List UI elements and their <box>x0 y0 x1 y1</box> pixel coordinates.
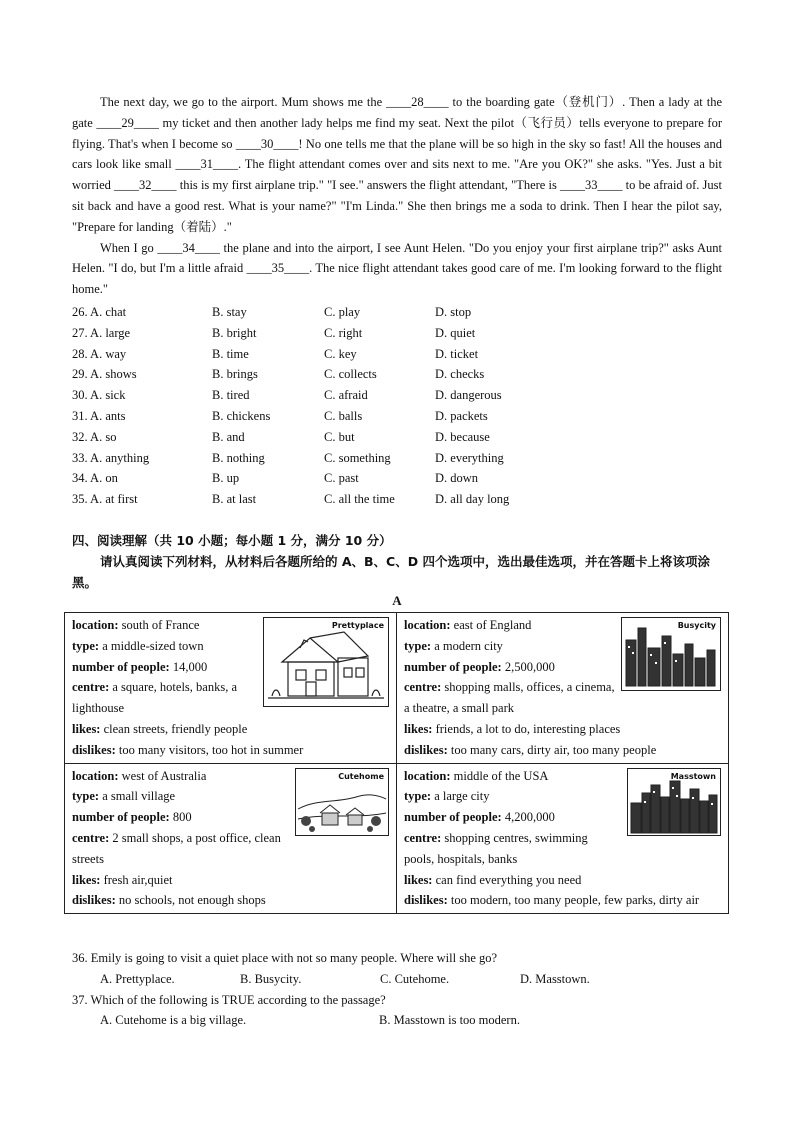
q36-option-d: D. Masstown. <box>520 971 590 986</box>
question-36-options <box>72 969 732 990</box>
blank-28: ____28____ <box>386 95 449 109</box>
passage-paragraph-2: When I go ____34____ the plane and into the airport, I see Aunt Helen. "Do you enjoy your first airplane trip?" asks Aunt Helen. "I do, but I'm a little afraid ____35____. The nice flight attendant takes good care of me. I'm looking forward to the flight home." <box>72 240 722 297</box>
question-37: 37. Which of the following is TRUE according to the passage? <box>72 992 386 1007</box>
section-heading: 四、阅读理解（共 10 小题；每小题 1 分，满分 10 分） <box>72 533 392 548</box>
town-card-prettyplace: Prettyplace location: south of France type: a middle-sized town number of people: 14,000 centre: a square, hotels, banks, a lighthouse likes: clean streets, friendly people dislikes: too many visitors, too hot in summer <box>65 613 397 764</box>
busycity-picture <box>621 617 721 691</box>
questions <box>72 948 732 1031</box>
masstown-picture <box>627 768 721 836</box>
town-card-busycity: Busycity location: east of England type: a modern city number of people: 2,500,000 centre: shopping malls, offices, a cinema, a theatre, a small park likes: friends, a lot to do, interesting places dislikes: too many cars, dirty air, too many people <box>397 613 729 764</box>
blank-35: ____35____ <box>246 261 310 276</box>
blank-33: ____33____ <box>560 178 623 193</box>
blank-30: ____30____ <box>235 136 299 151</box>
cutehome-picture <box>295 768 389 836</box>
blank-34: ____34____ <box>157 240 220 255</box>
section-instruction: 请认真阅读下列材料，从材料后各题所给的 A、B、C、D 四个选项中，选出最佳选项，并在答题卡上将该项涂黑。 <box>72 554 710 590</box>
passage-label: A <box>392 593 402 608</box>
blank-32: ____32____ <box>114 178 177 193</box>
q37-option-a: A. Cutehome is a big village. <box>100 1013 247 1028</box>
blank-29: ____29____ <box>96 115 159 130</box>
town-card-masstown: Masstown location: middle of the USA type: a large city number of people: 4,200,000 centre: shopping centres, swimming pools, hospitals, banks likes: can find everything you need dislikes: too modern, too many people, few parks, dirty air <box>397 763 729 914</box>
prettyplace-picture <box>263 617 389 707</box>
question-37-options <box>72 1010 732 1031</box>
table-row <box>65 613 729 764</box>
house-icon <box>264 618 388 706</box>
exam-page: The next day, we go to the airport. Mum shows me the ____28____ to the boarding gate（登机门）. Then a lady at the gate ____29____ my ticket and then another lady helps me find my seat. Next the pilot（飞行员）tells everyone to prepare for flying. That's when I become so ____30____! No one tells me that the plane will be so high in the sky so fast! All the houses and cars look like small ____31____. The flight attendant comes over and sits next to me. "Are you OK?" she asks. "Yes. Just a bit worried ____32____ this is my first airplane trip." "I see." answers the flight attendant, "There is ____33____ to be afraid of. Just sit back and have a good rest. What is your name?" "I'm Linda." She then brings me a soda to drink. Then I hear the pilot say, "Prepare for landing（着陆）." When I go ____34____ the plane and into the airport, I see Aunt Helen. "Do you enjoy your first airplane trip?" asks Aunt Helen. "I do, but I'm a little afraid ____35____. The nice flight attendant takes good care of me. I'm looking forward to the flight home." 26. A. chat B. stay C. play D. stop 27. A. large B. bright C. right D. quiet 28. A. way B. time C. key D. ticket 29. A. shows B. brings C. collects D. checks 30. A. sick B. tired C. afraid D. dangerous 31. A. ants B. chickens C. balls D. packets 32. A. so B. and C. but D. because 33. A. anything B. nothing C. something D. everything 34. A. on B. up C. past D. down 35. A. at first B. at last C. all the time D. all day long 四、阅读理解（共 10 小题；每小题 1 分，满分 10 分） 请认真阅读下列材料，从材料后各题所给的 A、B、C、D 四个选项中，选出最佳选项，并在答题卡上将该项涂黑。 A Prettyplace location: south of France type: a middle-sized town number of people: 14,000 centre: a square, hotels, banks, a lighthouse likes: clean streets, friendly people dislikes: too many visitors, too hot in summer Busycity location: east of England type: a modern city number of people: 2,500,000 centre: shopping malls, offices, a cinema, a theatre, a small park likes: friends, a lot to do, interesting places dislikes: too many cars, dirty air, too many people Cutehome location: west of Australia type: a small village number of people: 800 centre: 2 small shops, a post office, clean streets likes: fresh air,quiet dislikes: no schools, not enough shops Masstown location: middle of the USA type: a large city number of people: 4,200,000 centre: shopping centres, swimming pools, hospitals, banks likes: can find everything you need dislikes: too modern, too many people, few parks, dirty air 36. Emily is going to visit a quiet place with not so many people. Where will she go? A. Prettyplace. B. Busycity. C. Cutehome. D. Masstown. 37. Which of the following is TRUE according to the passage? A. Cutehome is a big village. B. Masstown is too modern. <box>0 0 794 1123</box>
cloze-passage <box>72 92 722 300</box>
q37-option-b: B. Masstown is too modern. <box>379 1013 520 1028</box>
blank-31: ____31____ <box>175 157 239 172</box>
prettyplace-caption: Prettyplace <box>331 621 384 630</box>
q36-option-b: B. Busycity. <box>240 971 302 986</box>
q36-option-a: A. Prettyplace. <box>100 971 175 986</box>
q36-option-c: C. Cutehome. <box>380 971 450 986</box>
cutehome-caption: Cutehome <box>338 771 384 781</box>
towns-table <box>64 612 729 914</box>
question-36: 36. Emily is going to visit a quiet place with not so many people. Where will she go? <box>72 951 498 965</box>
passage-paragraph-1: The next day, we go to the airport. Mum shows me the ____28____ to the boarding gate（登机门）. Then a lady at the gate ____29____ my ticket and then another lady helps me find my seat. Next the pilot（飞行员）tells everyone to prepare for flying. That's when I become so ____30____! No one tells me that the plane will be so high in the sky so fast! All the houses and cars look like small ____31____. The flight attendant comes over and sits next to me. "Are you OK?" she asks. "Yes. Just a bit worried ____32____ this is my first airplane trip." "I see." answers the flight attendant, "There is ____33____ to be afraid of. Just sit back and have a good rest. What is your name?" "I'm Linda." She then brings me a soda to drink. Then I hear the pilot say, "Prepare for landing（着陆）." <box>72 95 723 234</box>
town-card-cutehome: Cutehome location: west of Australia type: a small village number of people: 800 centre: 2 small shops, a post office, clean streets likes: fresh air,quiet dislikes: no schools, not enough shops <box>65 763 397 914</box>
masstown-caption: Masstown <box>670 771 716 781</box>
busycity-caption: Busycity <box>677 621 716 630</box>
table-row <box>65 763 729 914</box>
